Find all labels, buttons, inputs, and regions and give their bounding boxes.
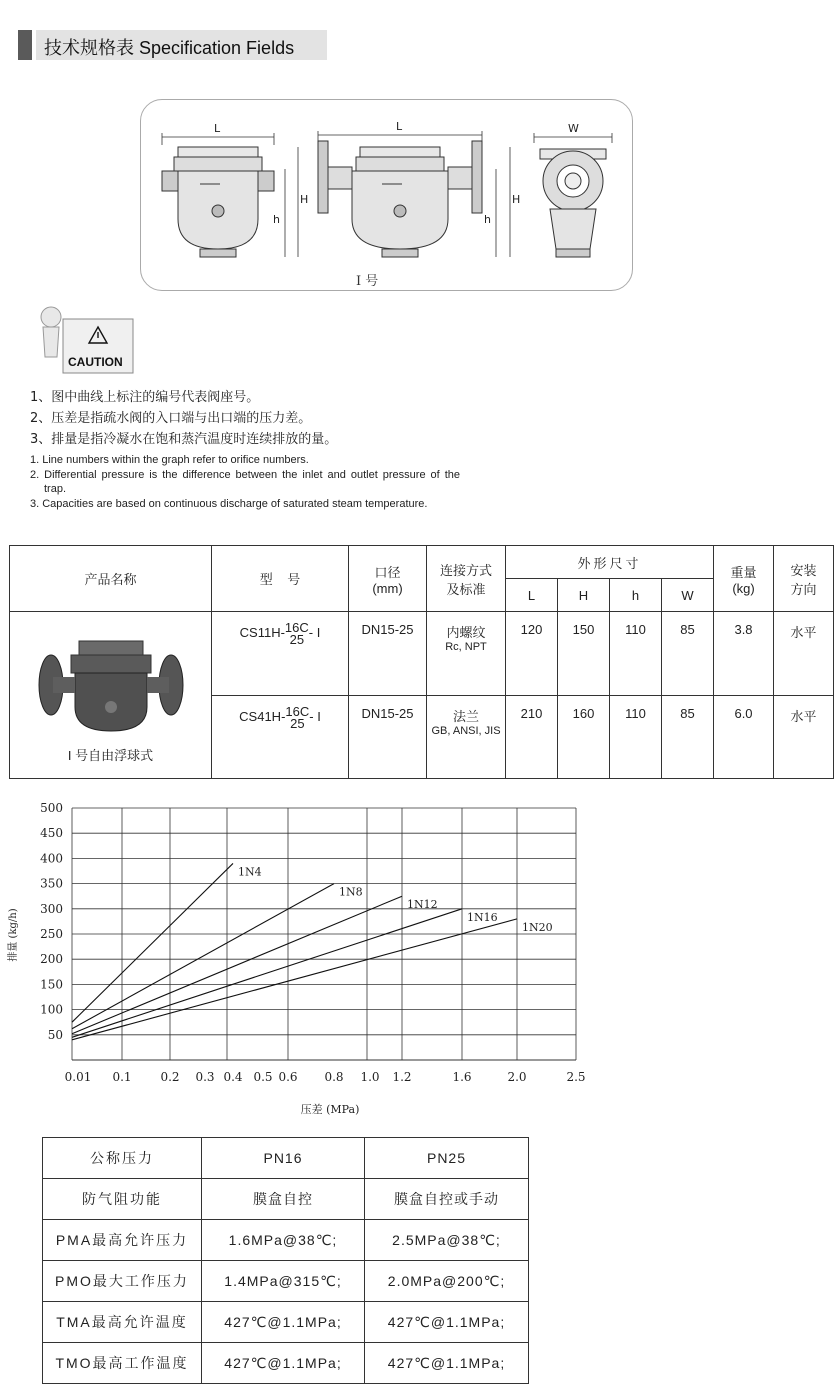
props-label-cell: PMA最高允许压力 bbox=[43, 1220, 202, 1261]
note-cn-3: 3、排量是指冷凝水在饱和蒸汽温度时连续排放的量。 bbox=[30, 432, 338, 447]
props-pn25-cell: 2.5MPa@38℃; bbox=[365, 1220, 529, 1261]
connection-cell-1: 内螺纹 Rc, NPT bbox=[427, 612, 506, 696]
x-tick-label: 0.01 bbox=[64, 1070, 92, 1084]
header-product: 产品名称 bbox=[10, 546, 212, 612]
x-tick-label: 1.2 bbox=[392, 1070, 412, 1084]
H-cell-1: 150 bbox=[558, 612, 610, 696]
props-label-cell: PMO最大工作压力 bbox=[43, 1261, 202, 1302]
series-label-1N16: 1N16 bbox=[467, 910, 498, 924]
section-title-bar bbox=[18, 30, 327, 60]
dim-label-W: W bbox=[568, 122, 579, 135]
trap-flanged-view bbox=[318, 141, 482, 257]
series-label-1N20: 1N20 bbox=[522, 920, 553, 934]
y-tick-label: 450 bbox=[40, 826, 63, 841]
y-tick-label: 100 bbox=[40, 1002, 63, 1017]
dim-label-h1: h bbox=[273, 213, 280, 226]
x-tick-label: 0.3 bbox=[195, 1070, 215, 1084]
header-H: H bbox=[558, 579, 610, 612]
props-pn16-cell: 1.6MPa@38℃; bbox=[202, 1220, 365, 1261]
note-en-1: 1. Line numbers within the graph refer to orifice numbers. bbox=[30, 454, 309, 466]
note-en-2: 2. Differential pressure is the difference between the inlet and outlet pressure of the trap. bbox=[30, 468, 460, 495]
dim-label-L2: L bbox=[396, 120, 403, 133]
weight-cell-2: 6.0 bbox=[714, 696, 774, 779]
props-row bbox=[43, 1302, 529, 1343]
install-cell-2: 水平 bbox=[774, 696, 834, 779]
chart-x-axis-label: 压差 (MPa) bbox=[300, 1103, 360, 1116]
product-cell bbox=[10, 612, 212, 779]
props-pn16-cell: PN16 bbox=[202, 1138, 365, 1179]
x-tick-label: 1.6 bbox=[452, 1070, 472, 1084]
h-cell-1: 110 bbox=[610, 612, 662, 696]
x-tick-label: 0.5 bbox=[253, 1070, 273, 1084]
note-cn-1: 1、图中曲线上标注的编号代表阀座号。 bbox=[30, 390, 260, 405]
trap-threaded-view bbox=[162, 147, 274, 257]
header-weight: 重量 (kg) bbox=[714, 546, 774, 612]
size-cell-1: DN15-25 bbox=[349, 612, 427, 696]
chart-grid bbox=[72, 808, 576, 1060]
product-photo bbox=[31, 627, 191, 737]
props-row bbox=[43, 1179, 529, 1220]
props-pn25-cell: 427℃@1.1MPa; bbox=[365, 1343, 529, 1384]
header-W: W bbox=[662, 579, 714, 612]
props-row bbox=[43, 1220, 529, 1261]
x-tick-label: 2.0 bbox=[507, 1070, 527, 1084]
L-cell-2: 210 bbox=[506, 696, 558, 779]
y-tick-label: 150 bbox=[40, 977, 63, 992]
props-label-cell: TMA最高允许温度 bbox=[43, 1302, 202, 1343]
header-model: 型 号 bbox=[212, 546, 349, 612]
section-title: 技术规格表 Specification Fields bbox=[44, 38, 295, 58]
series-line-1N16 bbox=[72, 909, 462, 1038]
dimension-drawing bbox=[140, 99, 633, 291]
props-pn16-cell: 427℃@1.1MPa; bbox=[202, 1343, 365, 1384]
product-caption: I 号自由浮球式 bbox=[67, 747, 154, 763]
note-en-3: 3. Capacities are based on continuous discharge of saturated steam temperature. bbox=[30, 497, 428, 510]
dim-label-H2: H bbox=[512, 193, 521, 206]
y-tick-label: 400 bbox=[40, 851, 63, 866]
y-tick-label: 350 bbox=[40, 876, 63, 891]
y-tick-label: 200 bbox=[40, 952, 63, 967]
x-tick-label: 1.0 bbox=[360, 1070, 380, 1084]
series-label-1N8: 1N8 bbox=[339, 885, 363, 899]
header-L: L bbox=[506, 579, 558, 612]
props-label-cell: 公称压力 bbox=[43, 1138, 202, 1179]
drawing-caption: I 号 bbox=[356, 274, 379, 289]
props-row bbox=[43, 1261, 529, 1302]
title-accent bbox=[18, 30, 32, 60]
series-line-1N8 bbox=[72, 884, 334, 1029]
pressure-temperature-table bbox=[42, 1137, 529, 1384]
model-cell-2: CS41H-16C 25 - I bbox=[212, 696, 349, 779]
y-tick-label: 250 bbox=[40, 927, 63, 941]
x-tick-label: 0.8 bbox=[324, 1070, 344, 1084]
props-pn16-cell: 1.4MPa@315℃; bbox=[202, 1261, 365, 1302]
series-line-1N12 bbox=[72, 896, 402, 1034]
h-cell-2: 110 bbox=[610, 696, 662, 779]
props-pn25-cell: PN25 bbox=[365, 1138, 529, 1179]
props-label-cell: TMO最高工作温度 bbox=[43, 1343, 202, 1384]
series-label-1N12: 1N12 bbox=[407, 898, 438, 912]
W-cell-1: 85 bbox=[662, 612, 714, 696]
y-tick-label: 500 bbox=[40, 801, 63, 815]
props-pn16-cell: 427℃@1.1MPa; bbox=[202, 1302, 365, 1343]
props-label-cell: 防气阻功能 bbox=[43, 1179, 202, 1220]
dim-label-L1: L bbox=[214, 122, 221, 135]
props-row bbox=[43, 1343, 529, 1384]
props-pn25-cell: 2.0MPa@200℃; bbox=[365, 1261, 529, 1302]
notes bbox=[30, 387, 460, 511]
specification-table bbox=[9, 545, 834, 779]
x-tick-label: 0.4 bbox=[223, 1070, 243, 1084]
W-cell-2: 85 bbox=[662, 696, 714, 779]
dim-label-H1: H bbox=[300, 193, 309, 206]
H-cell-2: 160 bbox=[558, 696, 610, 779]
x-tick-label: 2.5 bbox=[566, 1070, 586, 1084]
chart-y-axis-label: 排量 (kg/h) bbox=[8, 908, 19, 962]
y-tick-label: 300 bbox=[40, 901, 63, 916]
install-cell-1: 水平 bbox=[774, 612, 834, 696]
props-row bbox=[43, 1138, 529, 1179]
dim-label-h2: h bbox=[484, 213, 491, 226]
header-install: 安装 方向 bbox=[774, 546, 834, 612]
weight-cell-1: 3.8 bbox=[714, 612, 774, 696]
model-cell-1: CS11H-16C 25 - I bbox=[212, 612, 349, 696]
size-cell-2: DN15-25 bbox=[349, 696, 427, 779]
x-tick-label: 0.1 bbox=[112, 1070, 132, 1084]
x-tick-label: 0.2 bbox=[160, 1070, 180, 1084]
L-cell-1: 120 bbox=[506, 612, 558, 696]
props-pn25-cell: 膜盒自控或手动 bbox=[365, 1179, 529, 1220]
connection-cell-2: 法兰 GB, ANSI, JIS bbox=[427, 696, 506, 779]
series-line-1N20 bbox=[72, 919, 517, 1040]
props-pn25-cell: 427℃@1.1MPa; bbox=[365, 1302, 529, 1343]
header-dimensions: 外形尺寸 bbox=[506, 546, 714, 579]
series-line-1N4 bbox=[72, 863, 233, 1022]
note-cn-2: 2、压差是指疏水阀的入口端与出口端的压力差。 bbox=[30, 411, 312, 426]
header-h: h bbox=[610, 579, 662, 612]
series-label-1N4: 1N4 bbox=[238, 865, 262, 879]
props-pn16-cell: 膜盒自控 bbox=[202, 1179, 365, 1220]
header-connection: 连接方式 及标准 bbox=[427, 546, 506, 612]
capacity-chart bbox=[0, 795, 600, 1125]
x-tick-label: 0.6 bbox=[278, 1070, 298, 1084]
header-size: 口径 (mm) bbox=[349, 546, 427, 612]
trap-side-view bbox=[540, 149, 606, 257]
y-tick-label: 50 bbox=[47, 1027, 63, 1042]
chart-lines bbox=[72, 863, 517, 1039]
caution-label: CAUTION bbox=[68, 355, 123, 369]
